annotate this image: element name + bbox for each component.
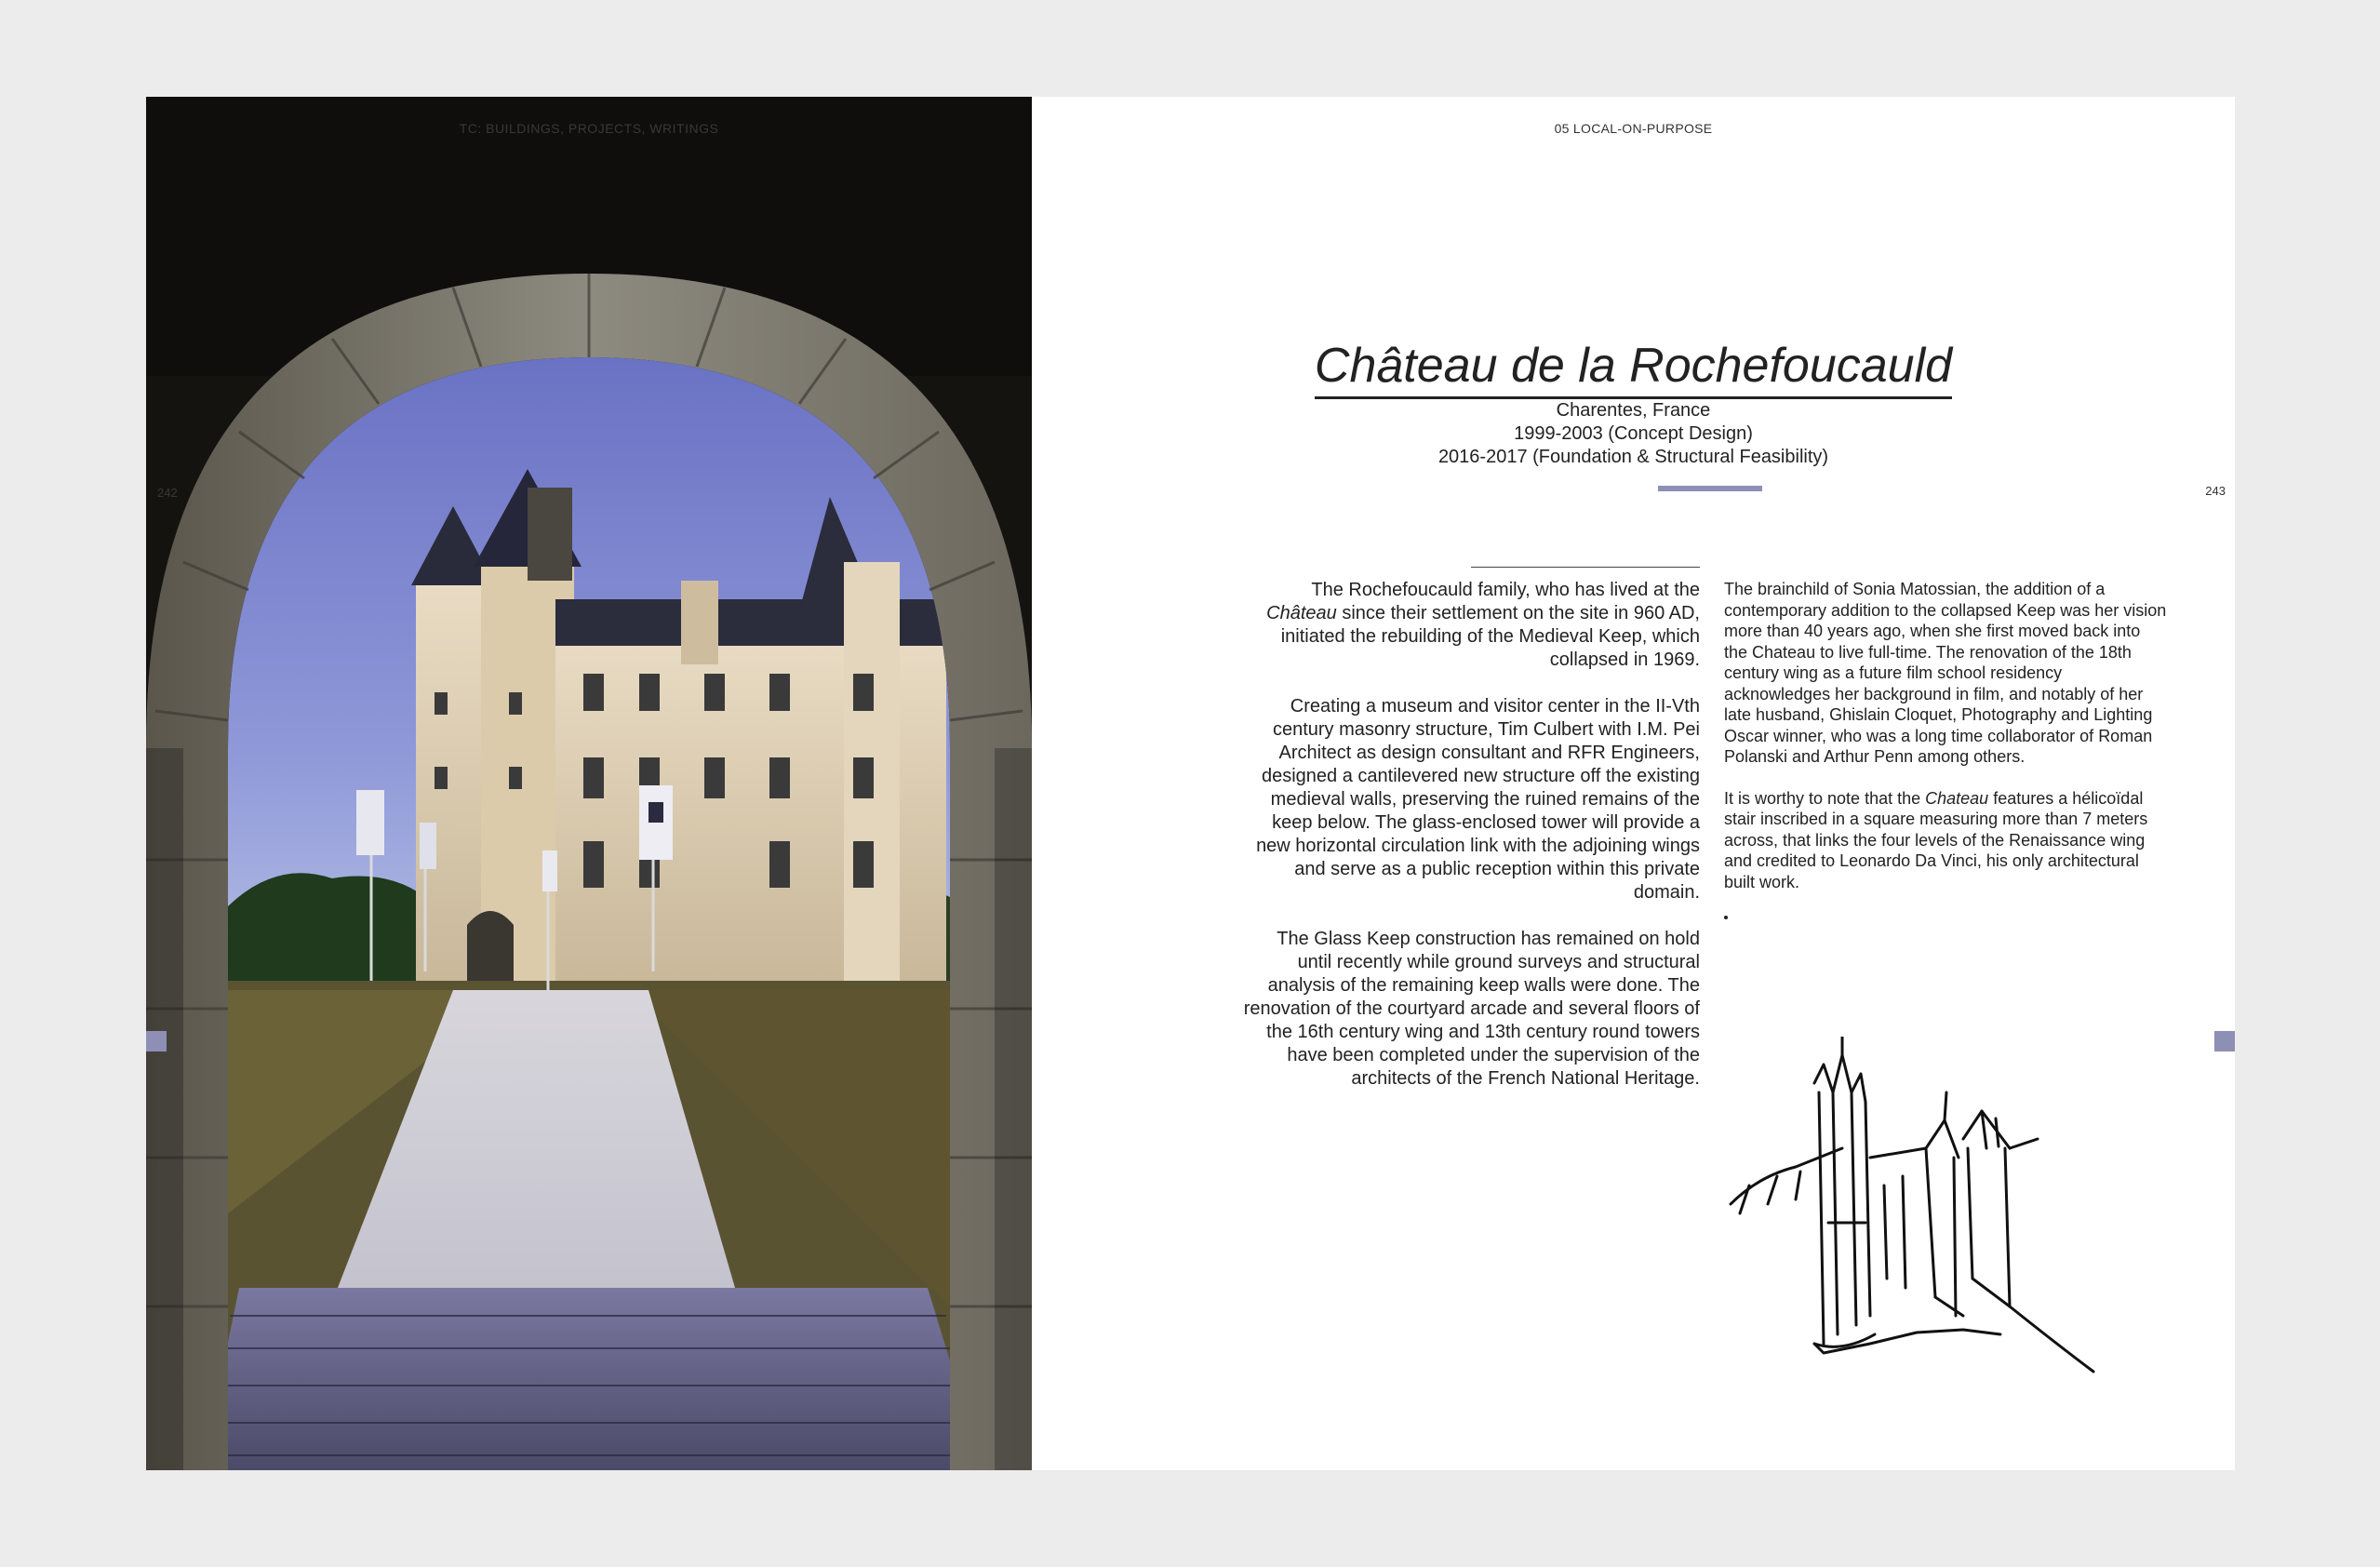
paragraph: The Glass Keep construction has remained on hold until recently while ground surveys and structural analysis of the remaining keep walls were done. The renovation of the courtyard arcade and several floors of the 16th century wing and 13th century round towers have been completed under the supervision of the architects of the French National Heritage. — [1243, 929, 1700, 1089]
paragraph: The brainchild of Sonia Matossian, the addition of a contemporary addition to the collapsed Keep was her vision more than 40 years ago, when she first moved back into the Chateau to live full-time. The renovation of the 18th century wing as a future film school residency acknowledges her background in film, and notably of her late husband, Ghislain Cloquet, Photography and Lighting Oscar winner, who was a long time collaborator of Roman Polanski and Arthur Penn among others. — [1724, 580, 2167, 766]
accent-divider — [1658, 486, 1762, 491]
page-number-left: 242 — [157, 486, 178, 500]
page-number-right: 243 — [2205, 484, 2226, 498]
book-spread — [146, 97, 2235, 1470]
right-page — [1032, 97, 2235, 1470]
location: Charentes, France — [1556, 399, 1711, 421]
section-marker-left — [146, 1031, 167, 1051]
end-mark — [1724, 916, 1728, 919]
paragraph: Creating a museum and visitor center in the II-Vth century masonry structure, Tim Culbert with I.M. Pei Architect as design consultant and RFR Engineers, designed a cantilevered new structure off the existing medieval walls, preserving the ruined remains of the keep below. The glass-enclosed tower will provide a new horizontal circulation link with the adjoining wings and serve as a public reception within this private domain. — [1256, 696, 1700, 903]
running-head-right: 05 LOCAL-ON-PURPOSE — [1554, 121, 1713, 136]
page-title: Château de la Rochefoucauld — [1315, 339, 1952, 399]
running-head-left: TC: BUILDINGS, PROJECTS, WRITINGS — [459, 121, 719, 136]
chateau-archway-photo — [146, 97, 1032, 1470]
paragraph: It is worthy to note that the Chateau features a hélicoïdal stair inscribed in a square measuring more than 7 meters across, that links the four levels of the Renaissance wing and credited to Leonardo Da Vinci, his only architectural built work. — [1724, 788, 2148, 891]
column-rule — [1471, 567, 1700, 568]
title-block — [1032, 339, 2235, 469]
dates-concept: 1999-2003 (Concept Design) — [1514, 422, 1753, 444]
section-marker-right — [2214, 1031, 2235, 1051]
dates-feasibility: 2016-2017 (Foundation & Structural Feasibility) — [1437, 446, 1829, 467]
italic-term: Château — [1266, 603, 1337, 623]
left-page — [146, 97, 1032, 1470]
body-column-right — [1724, 579, 2167, 913]
italic-term: Chateau — [1925, 788, 1989, 808]
paragraph: The Rochefoucauld family, who has lived at the Château since their settlement on the site in 960 AD, initiated the rebuilding of the Medieval Keep, which collapsed in 1969. — [1266, 580, 1700, 670]
body-column-left — [1238, 579, 1700, 1114]
chateau-sketch — [1703, 1037, 2112, 1448]
